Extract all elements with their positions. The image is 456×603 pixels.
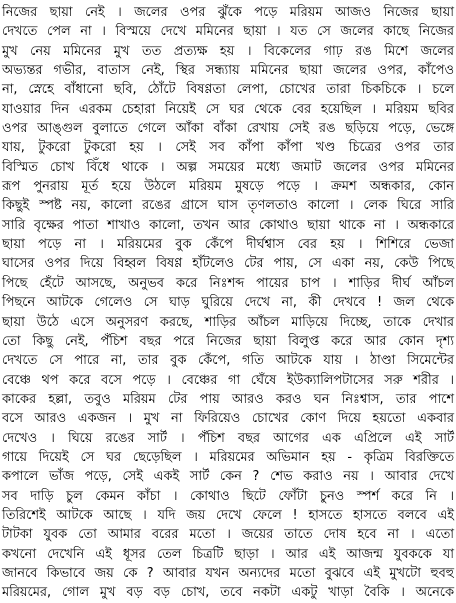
text-line: মুখ নেয় মমিনের মুখ তত প্রত্যক্ষ হয় । বিকেলের গাঢ় রঙ মিশে জলের [2, 43, 454, 59]
text-line: যায়, টুকরো টুকরো হয় । সেই সব কাঁপা কাঁপা খণ্ড চিত্রের ওপর তার [2, 140, 454, 156]
text-line: মরিয়মের, গোল মুখ বড় বড় চোখ, তবে নকটা একটু খাড়া বৈকি । অনেকে [2, 585, 454, 601]
text-line: যাওয়ার দিন এরকম চেহারা নিয়েই সে ঘর থেকে বের হয়েছিল । মরিয়ম ছবির [2, 101, 454, 117]
text-line: কিছুই স্পষ্ট নয়, কালো রঙের গ্রাসে ঘাস তৃণলতাও কালো । লেক ঘিরে সারি [2, 198, 454, 214]
text-line: না, স্নেহে বাঁধানো ছবি, ঠোঁটে বিষণ্ণতা লেপা, চোখের তারা চিকচিকে । চলে [2, 82, 454, 98]
text-line: অভ্যন্তর গভীর, বাতাস নেই, স্থির সন্ধ্যায় মমিনের ছায়া জলের ওপর, কাঁপেও [2, 63, 454, 79]
text-line: তিরিশেই আটকে আছে । যদি জয় দেখে ফেলে ! হাসতে হাসতে বলবে এই [2, 507, 454, 523]
text-line: ছায়া পড়ে না । মরিয়মের বুক কেঁপে দীর্ঘশ্বাস বের হয় । শিশিরে ভেজা [2, 237, 454, 253]
text-line: নিজের ছায়া নেই । জলের ওপর ঝুঁকে পড়ে মরিয়ম আজও নিজের ছায়া [2, 5, 454, 20]
text-line: টাটকা যুবক তো আমার বরের মতো । জয়ের তাতে দোষ হবে না । এতো [2, 527, 454, 543]
text-line: পিছে হেঁটে আসছে, অনুভব করে নিঃশব্দ পায়ের চাপ । শাড়ির দীর্ঘ আঁচল [2, 275, 454, 291]
text-line: বেঞ্চে থপ করে বসে পড়ে । বেঞ্চের গা ঘেঁষে ইউক্যালিপটাসের সরু শরীর । [2, 372, 454, 388]
text-line: বিস্মিত চোখ বিঁধে থাকে । অল্প সময়ের মধ্যে জমাট জলের ওপর মমিনের [2, 159, 454, 175]
text-line: দেখতে পেল না । বিস্ময়ে দেখে মমিনের ছায়া । যত সে জলের কাছে নিজের [2, 24, 454, 40]
body-text [2, 3, 454, 603]
text-line: তো কিছু নেই, পঁচিশ বছর পরে নিজের ছায়া বিলুপ্ত করে আর কোন দৃশ্য [2, 333, 454, 349]
text-line: ছায়া উঠে এসে অনুসরণ করছে, শাড়ির আঁচল মাড়িয়ে দিচ্ছে, তাকে দেখার [2, 314, 454, 330]
text-line: সব দাড়ি চুল কেমন কাঁচা । কোথাও ছিটে ফোঁটা চুনও স্পর্শ করে নি । [2, 488, 454, 504]
text-line: গায়ে দিয়েই সে ঘর ছেড়েছিল । মরিয়মের অভিমান হয় - কৃত্রিম বিরক্তিতে [2, 449, 454, 465]
text-line: কপালে ভাঁজ পড়ে, সেই একই সার্ট কেন ? শেভ করাও নয় । আবার দেখে [2, 469, 454, 485]
text-line: ওপর আঙ্গুল বুলাতে গেলে আঁকা বাঁকা রেখায় সেই রঙ ছড়িয়ে পড়ে, ভেঙ্গে [2, 121, 454, 137]
text-line: বসে আরও একজন । মুখ না ফিরিয়েও চোখের কোণ দিয়ে হয়তো একবার [2, 411, 454, 427]
text-line: কখনো দেখেনি এই ধূসর তেল চিত্রটি ছাড়া । আর এই আজন্ম যুবককে যা [2, 546, 454, 562]
text-line: কাকের হল্লা, তবুও মরিয়ম টের পায় আরও করও ঘন নিঃশ্বাস, তার পাশে [2, 391, 454, 407]
text-line: পিছনে আটকে গেলেও সে ঘাড় ঘুরিয়ে দেখে না, কী দেখবে ! জল থেকে [2, 295, 454, 311]
text-line: জানবে কিভাবে জয় কে ? আবার যখন অন্যদের মতো বুঝবে এই মুখটো হুবহু [2, 565, 454, 581]
text-line: দেখতে সে পারে না, তার বুক কেঁপে, গতি আটকে যায় । ঠাণ্ডা সিমেন্টের [2, 353, 454, 369]
text-line: সারি বৃক্ষের পাতা শাখাও কালো, তখন আর কোথাও ছায়া থাকে না । অন্ধকারে [2, 217, 454, 233]
text-line: ঘাসের ওপর দিয়ে বিহ্বল বিষণ্ণ হাঁটলেও টের পায়, সে একা নয়, কেউ পিছে [2, 256, 454, 272]
text-line: রূপ পুনরায় মূর্ত হয়ে উঠলে মরিয়ম মুষড়ে পড়ে । ক্রমশ অন্ধকার, কোন [2, 179, 454, 195]
text-line: দেখেও । ঘিয়ে রঙের সার্ট । পঁচিশ বছর আগের এক এপ্রিলে এই সার্ট [2, 430, 454, 446]
